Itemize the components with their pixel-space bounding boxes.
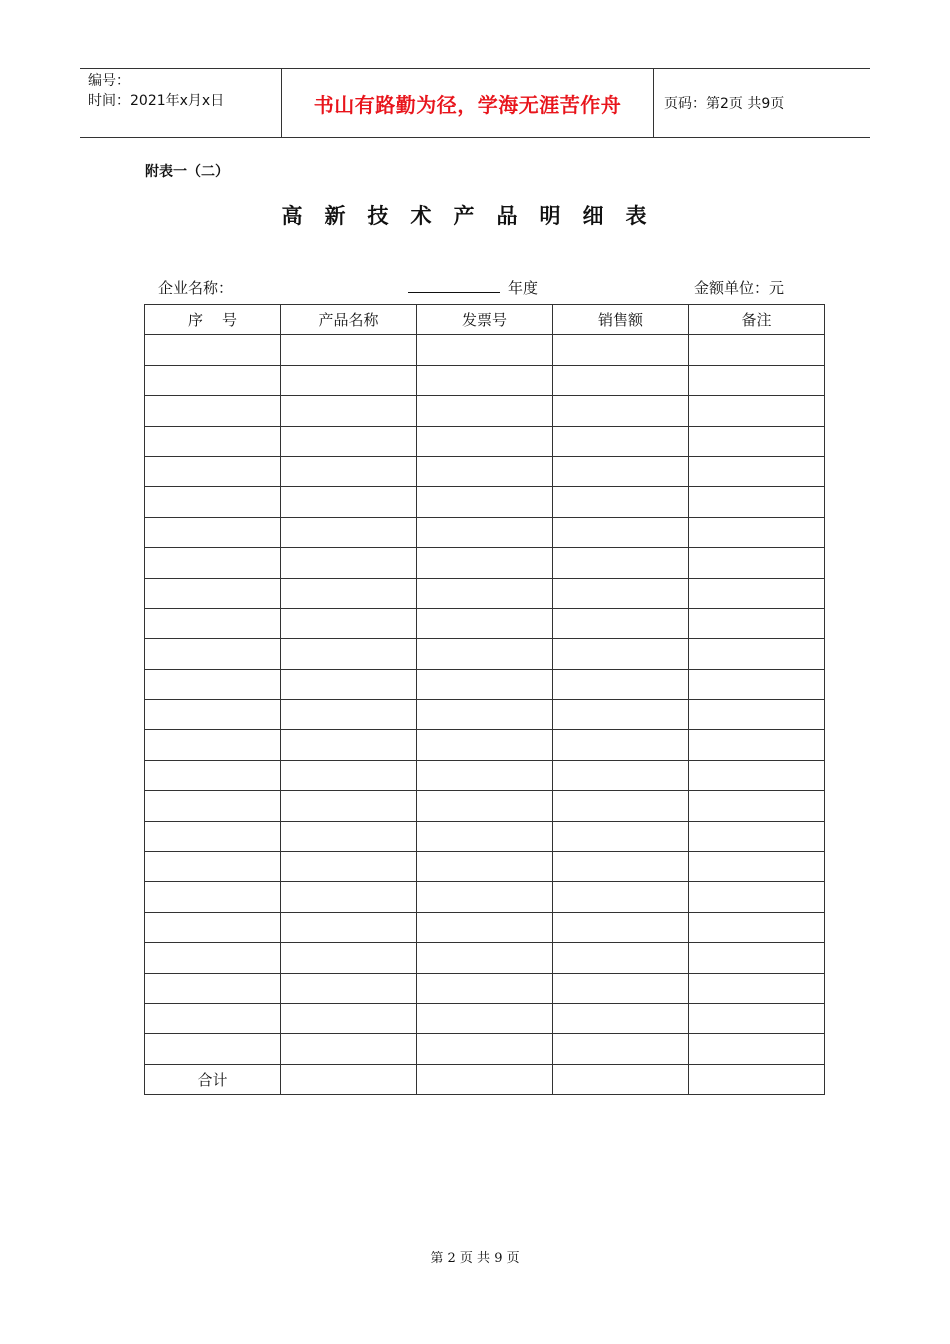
year-label: 年度 bbox=[508, 279, 539, 297]
table-cell bbox=[281, 548, 417, 578]
table-cell bbox=[553, 943, 689, 973]
table-cell bbox=[417, 1003, 553, 1033]
table-cell bbox=[281, 365, 417, 395]
table-cell bbox=[145, 882, 281, 912]
table-cell bbox=[689, 882, 825, 912]
total-row bbox=[145, 1064, 825, 1094]
table-row bbox=[145, 487, 825, 517]
table-cell bbox=[553, 396, 689, 426]
table-cell bbox=[553, 1034, 689, 1064]
table-cell bbox=[145, 912, 281, 942]
table-row bbox=[145, 608, 825, 638]
table-cell bbox=[689, 578, 825, 608]
table-cell bbox=[689, 517, 825, 547]
table-cell bbox=[145, 456, 281, 486]
table-row bbox=[145, 365, 825, 395]
table-cell bbox=[145, 973, 281, 1003]
table-cell bbox=[689, 791, 825, 821]
table-cell bbox=[281, 426, 417, 456]
table-cell bbox=[689, 912, 825, 942]
table-cell bbox=[281, 912, 417, 942]
table-cell bbox=[145, 335, 281, 365]
table-row bbox=[145, 730, 825, 760]
table-cell bbox=[689, 1003, 825, 1033]
table-row bbox=[145, 821, 825, 851]
table-cell bbox=[417, 882, 553, 912]
table-cell bbox=[553, 426, 689, 456]
table-cell bbox=[553, 882, 689, 912]
table-cell bbox=[689, 973, 825, 1003]
motto-text: 书山有路勤为径，学海无涯苦作舟 bbox=[313, 92, 622, 117]
table-cell bbox=[417, 396, 553, 426]
table-cell bbox=[553, 852, 689, 882]
table-row bbox=[145, 396, 825, 426]
table-row bbox=[145, 1003, 825, 1033]
table-cell bbox=[689, 487, 825, 517]
header-page-info bbox=[654, 69, 870, 137]
table-cell bbox=[553, 548, 689, 578]
table-cell bbox=[417, 517, 553, 547]
table-row bbox=[145, 517, 825, 547]
table-cell bbox=[689, 1034, 825, 1064]
document-title: 高新技术产品明细表 bbox=[281, 203, 669, 228]
table-cell bbox=[553, 791, 689, 821]
table-cell bbox=[689, 760, 825, 790]
table-cell bbox=[553, 487, 689, 517]
table-cell bbox=[145, 730, 281, 760]
table-cell bbox=[281, 821, 417, 851]
amount-unit-label: 金额单位：元 bbox=[694, 279, 785, 297]
table-cell bbox=[281, 578, 417, 608]
table-row bbox=[145, 700, 825, 730]
table-cell bbox=[145, 791, 281, 821]
table-cell bbox=[145, 548, 281, 578]
table-cell bbox=[417, 791, 553, 821]
table-row bbox=[145, 791, 825, 821]
table-cell bbox=[417, 912, 553, 942]
table-cell bbox=[281, 335, 417, 365]
table-row bbox=[145, 760, 825, 790]
table-cell bbox=[417, 365, 553, 395]
table-cell bbox=[553, 700, 689, 730]
table-cell bbox=[689, 456, 825, 486]
column-header-remarks: 备注 bbox=[689, 305, 825, 335]
column-header-product-name: 产品名称 bbox=[281, 305, 417, 335]
table-cell bbox=[145, 669, 281, 699]
table-row bbox=[145, 639, 825, 669]
table-row bbox=[145, 578, 825, 608]
table-cell bbox=[417, 426, 553, 456]
table-cell bbox=[689, 700, 825, 730]
table-cell bbox=[417, 487, 553, 517]
table-cell bbox=[553, 730, 689, 760]
table-row bbox=[145, 1034, 825, 1064]
table-cell bbox=[281, 943, 417, 973]
table-row bbox=[145, 882, 825, 912]
total-cell bbox=[553, 1064, 689, 1094]
table-cell bbox=[145, 1003, 281, 1033]
table-cell bbox=[689, 669, 825, 699]
table-cell bbox=[417, 1034, 553, 1064]
table-row bbox=[145, 912, 825, 942]
table-cell bbox=[689, 335, 825, 365]
table-cell bbox=[553, 608, 689, 638]
product-detail-table bbox=[144, 304, 825, 1095]
table-cell bbox=[281, 730, 417, 760]
year-field bbox=[408, 277, 538, 298]
table-header-row bbox=[145, 305, 825, 335]
table-cell bbox=[553, 335, 689, 365]
table-cell bbox=[417, 852, 553, 882]
year-blank bbox=[408, 278, 500, 293]
table-cell bbox=[281, 396, 417, 426]
table-cell bbox=[689, 396, 825, 426]
table-cell bbox=[145, 365, 281, 395]
header-motto bbox=[282, 69, 654, 137]
table-cell bbox=[281, 973, 417, 1003]
table-row bbox=[145, 852, 825, 882]
table-body bbox=[145, 335, 825, 1064]
table-cell bbox=[281, 852, 417, 882]
total-cell bbox=[417, 1064, 553, 1094]
table-cell bbox=[145, 821, 281, 851]
total-cell bbox=[281, 1064, 417, 1094]
table-cell bbox=[417, 700, 553, 730]
table-cell bbox=[553, 456, 689, 486]
table-cell bbox=[553, 639, 689, 669]
table-cell bbox=[689, 852, 825, 882]
table-cell bbox=[689, 639, 825, 669]
table-cell bbox=[553, 973, 689, 1003]
annex-label: 附表一（二） bbox=[145, 164, 229, 180]
table-row bbox=[145, 973, 825, 1003]
company-name-label: 企业名称： bbox=[158, 279, 234, 297]
table-cell bbox=[145, 578, 281, 608]
column-header-invoice-no: 发票号 bbox=[417, 305, 553, 335]
table-cell bbox=[553, 760, 689, 790]
table-cell bbox=[553, 821, 689, 851]
table-cell bbox=[417, 548, 553, 578]
table-cell bbox=[689, 608, 825, 638]
table-cell bbox=[689, 365, 825, 395]
header-info bbox=[80, 69, 282, 137]
time-label: 时间：2021年x月x日 bbox=[88, 93, 225, 109]
table-cell bbox=[417, 578, 553, 608]
table-cell bbox=[689, 821, 825, 851]
page-footer: 第 2 页 共 9 页 bbox=[430, 1251, 520, 1266]
table-cell bbox=[281, 487, 417, 517]
table-cell bbox=[417, 608, 553, 638]
table-cell bbox=[689, 730, 825, 760]
table-cell bbox=[417, 335, 553, 365]
table-cell bbox=[281, 791, 417, 821]
table-cell bbox=[417, 973, 553, 1003]
table-cell bbox=[145, 760, 281, 790]
table-cell bbox=[145, 396, 281, 426]
table-row bbox=[145, 669, 825, 699]
table-cell bbox=[281, 639, 417, 669]
table-cell bbox=[689, 943, 825, 973]
page-header bbox=[80, 68, 870, 138]
table-cell bbox=[417, 639, 553, 669]
page-label: 页码：第2页 共9页 bbox=[664, 96, 785, 112]
table-cell bbox=[281, 517, 417, 547]
table-cell bbox=[145, 943, 281, 973]
table-cell bbox=[281, 700, 417, 730]
table-cell bbox=[281, 456, 417, 486]
table-cell bbox=[553, 912, 689, 942]
table-row bbox=[145, 943, 825, 973]
table-cell bbox=[281, 669, 417, 699]
table-cell bbox=[145, 426, 281, 456]
total-cell bbox=[689, 1064, 825, 1094]
column-header-serial: 序 号 bbox=[145, 305, 281, 335]
table-cell bbox=[145, 639, 281, 669]
table-cell bbox=[553, 1003, 689, 1033]
column-header-sales-amount: 销售额 bbox=[553, 305, 689, 335]
total-label: 合计 bbox=[145, 1064, 281, 1094]
table-cell bbox=[417, 821, 553, 851]
table-cell bbox=[281, 1003, 417, 1033]
table-cell bbox=[417, 456, 553, 486]
table-cell bbox=[417, 943, 553, 973]
table-cell bbox=[145, 487, 281, 517]
table-cell bbox=[553, 669, 689, 699]
table-cell bbox=[145, 852, 281, 882]
table-row bbox=[145, 456, 825, 486]
table-cell bbox=[281, 608, 417, 638]
table-cell bbox=[417, 730, 553, 760]
table-cell bbox=[553, 517, 689, 547]
table-cell bbox=[145, 608, 281, 638]
table-cell bbox=[689, 548, 825, 578]
table-row bbox=[145, 335, 825, 365]
serial-label: 编号： bbox=[88, 73, 130, 89]
table-cell bbox=[281, 1034, 417, 1064]
table-cell bbox=[553, 365, 689, 395]
table-cell bbox=[145, 1034, 281, 1064]
table-row bbox=[145, 426, 825, 456]
table-row bbox=[145, 548, 825, 578]
table-cell bbox=[281, 882, 417, 912]
table-cell bbox=[145, 517, 281, 547]
table-cell bbox=[417, 669, 553, 699]
table-cell bbox=[281, 760, 417, 790]
table-cell bbox=[553, 578, 689, 608]
table-cell bbox=[417, 760, 553, 790]
table-cell bbox=[145, 700, 281, 730]
table-cell bbox=[689, 426, 825, 456]
